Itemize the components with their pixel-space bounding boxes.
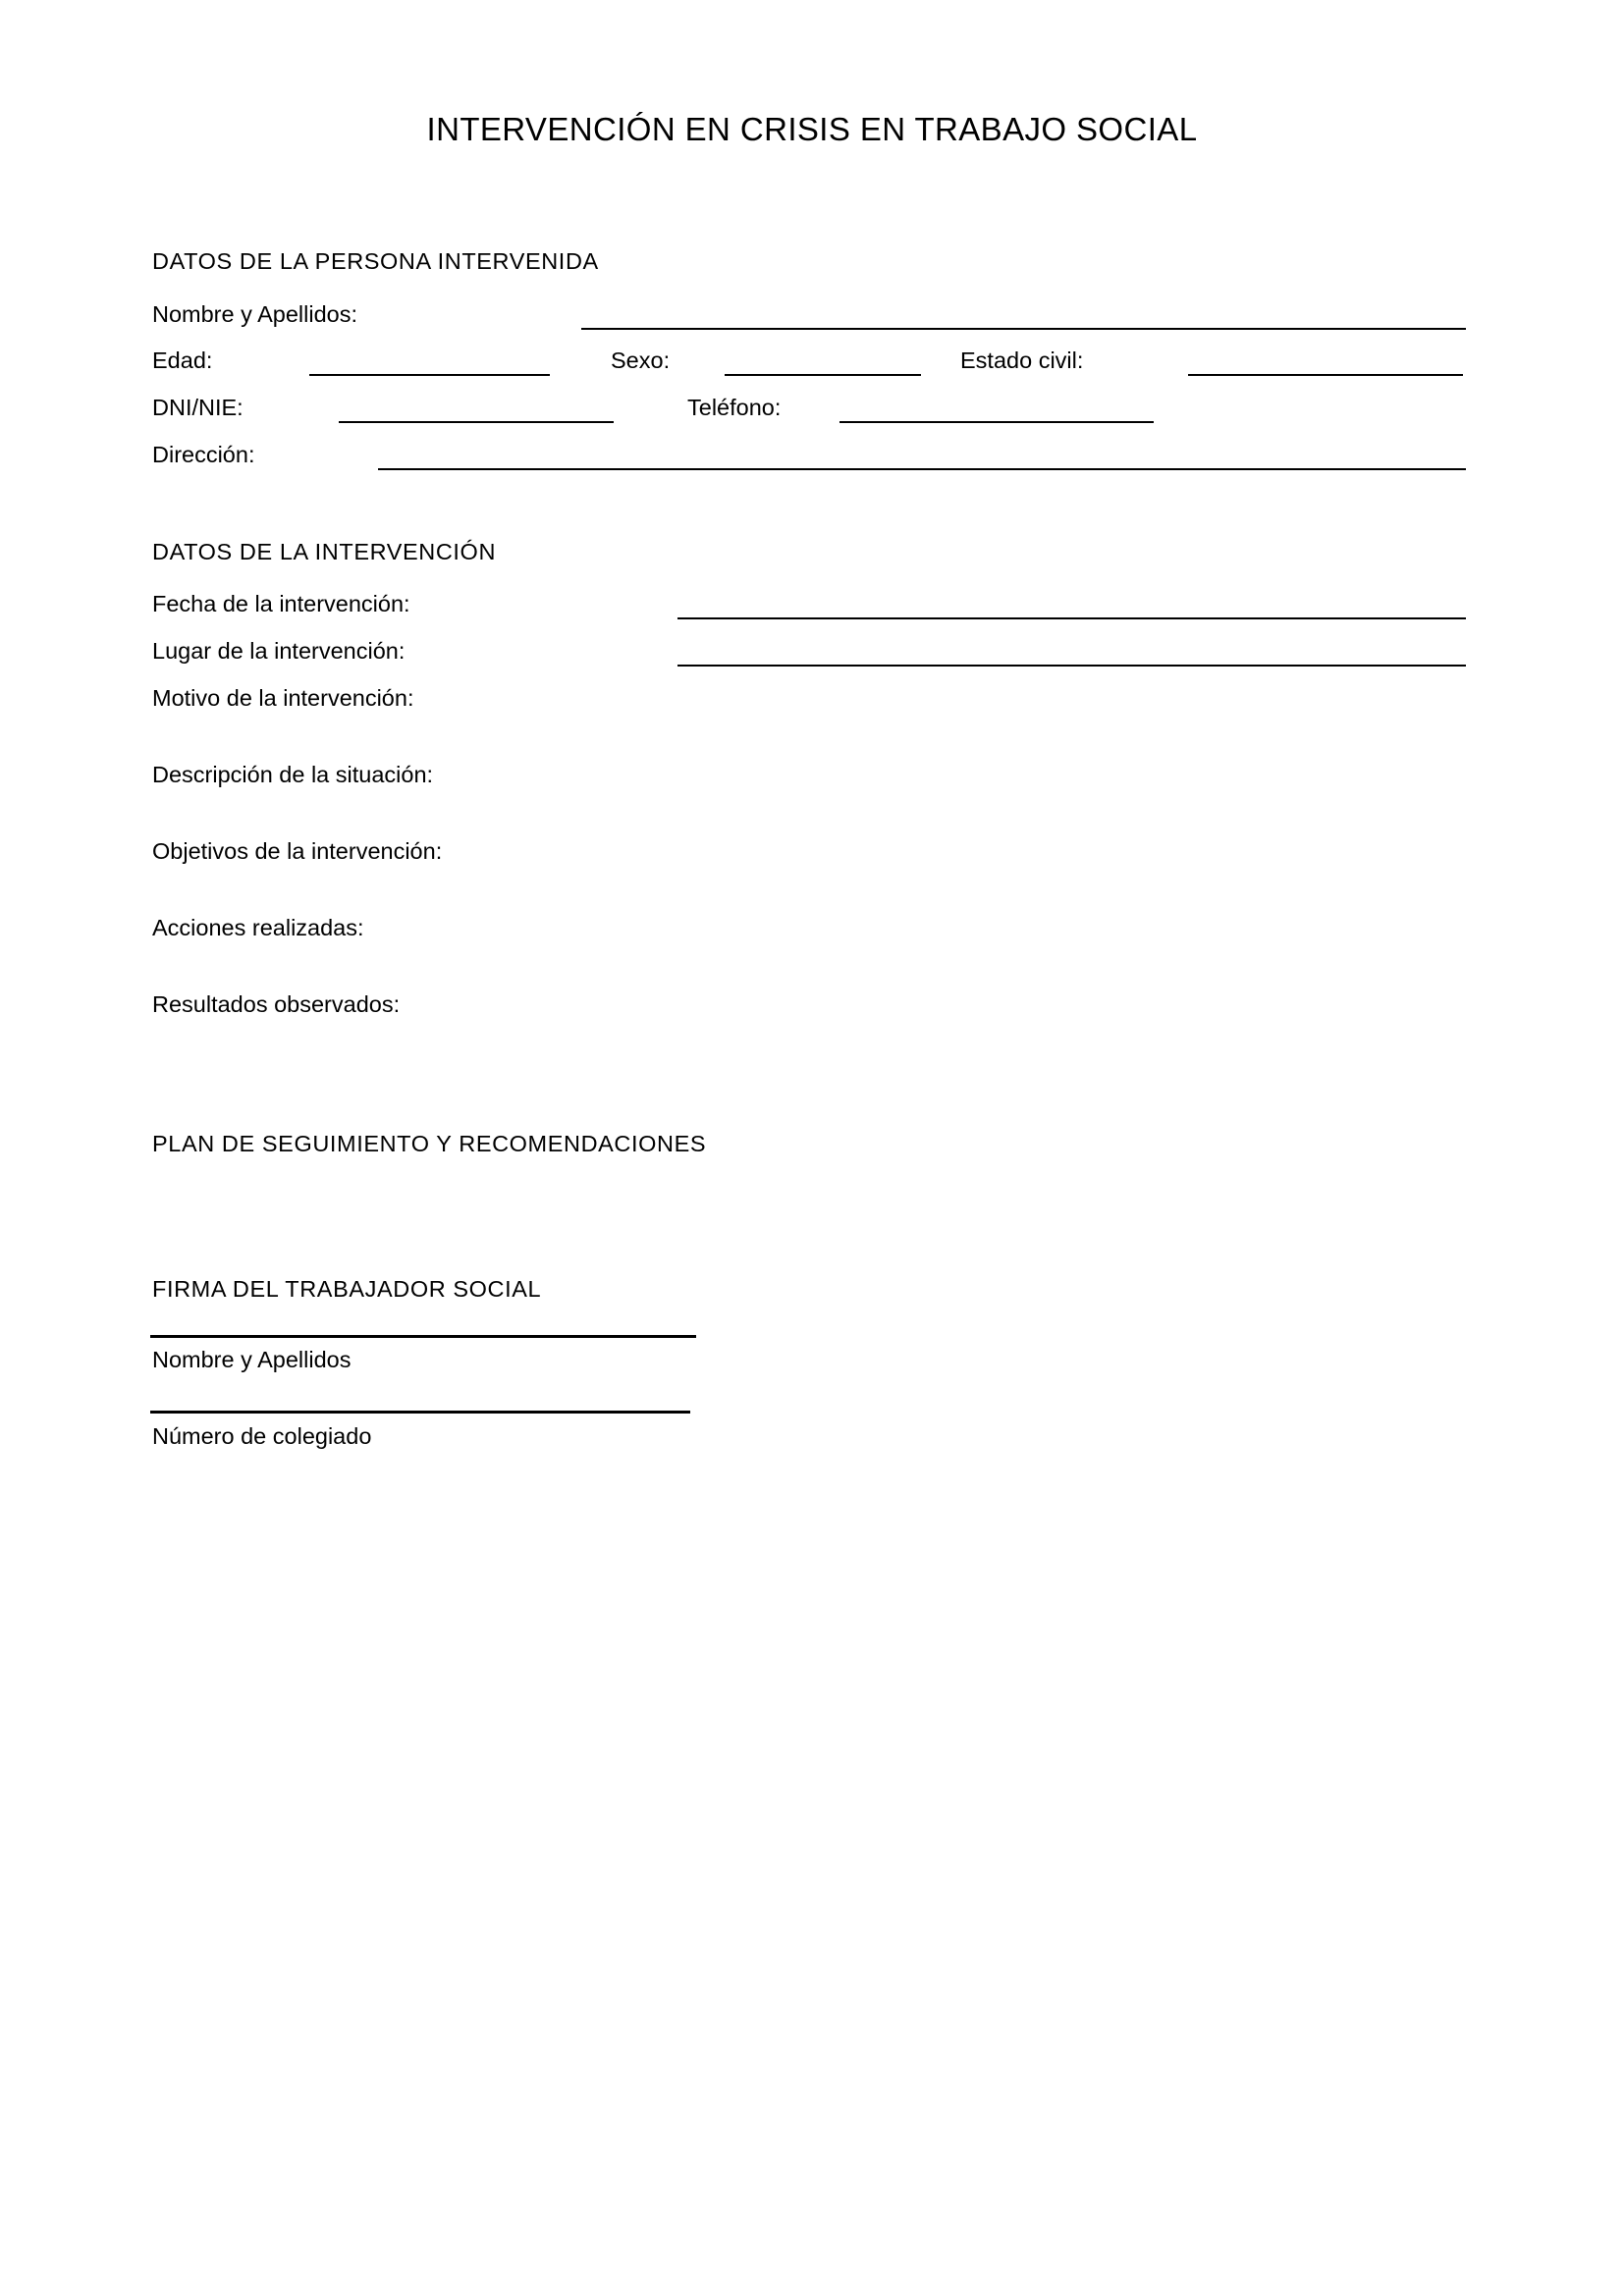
input-sexo[interactable] bbox=[725, 374, 921, 376]
input-telefono[interactable] bbox=[839, 421, 1154, 423]
section-heading-plan-seguimiento: PLAN DE SEGUIMIENTO Y RECOMENDACIONES bbox=[152, 1131, 707, 1156]
label-fecha-intervencion: Fecha de la intervención: bbox=[152, 591, 410, 616]
signature-line-colegiado[interactable] bbox=[150, 1411, 690, 1414]
section-heading-firma: FIRMA DEL TRABAJADOR SOCIAL bbox=[152, 1276, 542, 1302]
label-telefono: Teléfono: bbox=[687, 395, 782, 420]
input-estado-civil[interactable] bbox=[1188, 374, 1463, 376]
label-numero-colegiado: Número de colegiado bbox=[152, 1423, 372, 1449]
label-acciones-realizadas: Acciones realizadas: bbox=[152, 915, 364, 940]
input-edad[interactable] bbox=[309, 374, 550, 376]
label-sexo: Sexo: bbox=[611, 347, 671, 373]
input-dni-nie[interactable] bbox=[339, 421, 614, 423]
input-lugar-intervencion[interactable] bbox=[677, 665, 1466, 667]
label-objetivos-intervencion: Objetivos de la intervención: bbox=[152, 838, 443, 864]
label-firma-nombre-y-apellidos: Nombre y Apellidos bbox=[152, 1347, 352, 1372]
label-direccion: Dirección: bbox=[152, 442, 255, 467]
input-fecha-intervencion[interactable] bbox=[677, 617, 1466, 619]
label-descripcion-situacion: Descripción de la situación: bbox=[152, 762, 434, 787]
signature-line-nombre[interactable] bbox=[150, 1335, 696, 1338]
input-nombre-y-apellidos[interactable] bbox=[581, 328, 1466, 330]
section-heading-datos-persona: DATOS DE LA PERSONA INTERVENIDA bbox=[152, 248, 599, 274]
page-title: INTERVENCIÓN EN CRISIS EN TRABAJO SOCIAL bbox=[426, 111, 1198, 147]
label-motivo-intervencion: Motivo de la intervención: bbox=[152, 685, 414, 711]
label-dni-nie: DNI/NIE: bbox=[152, 395, 244, 420]
label-resultados-observados: Resultados observados: bbox=[152, 991, 401, 1017]
input-direccion[interactable] bbox=[378, 468, 1466, 470]
label-nombre-y-apellidos: Nombre y Apellidos: bbox=[152, 301, 357, 327]
label-lugar-intervencion: Lugar de la intervención: bbox=[152, 638, 406, 664]
label-edad: Edad: bbox=[152, 347, 213, 373]
label-estado-civil: Estado civil: bbox=[960, 347, 1084, 373]
section-heading-datos-intervencion: DATOS DE LA INTERVENCIÓN bbox=[152, 539, 497, 564]
